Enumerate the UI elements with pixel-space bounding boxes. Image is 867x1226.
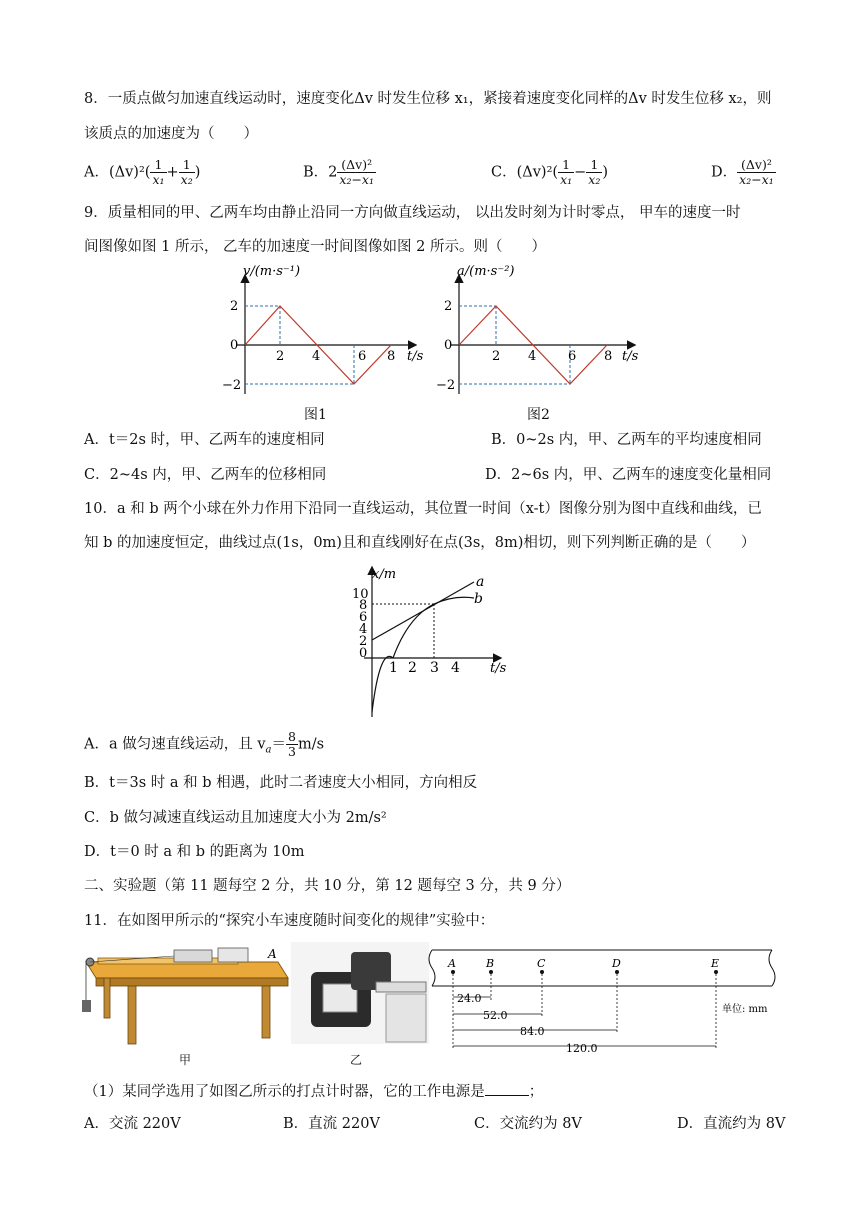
tape-point-b: B — [486, 957, 495, 970]
q9-fig1-xtick-8: 8 — [387, 349, 396, 364]
q11-point-a-label: A — [268, 947, 277, 961]
q11-figure-yi-timer — [291, 942, 429, 1044]
q9-fig2-ytick-neg2: −2 — [436, 378, 456, 393]
tape-point-e: E — [711, 957, 720, 970]
tape-unit-label: 单位: mm — [722, 1004, 768, 1015]
q11-stem-line1: 11．在如图甲所示的“探究小车速度随时间变化的规律”实验中： — [84, 913, 495, 929]
q10-ytick-6: 6 — [359, 610, 368, 625]
tape-dim-ab: 24.0 — [457, 992, 482, 1005]
q9-fig1-ylabel: v/(m·s⁻¹) — [243, 264, 301, 279]
q10-curve-b-label: b — [474, 591, 483, 607]
q9-fig1-xtick-2: 2 — [276, 349, 285, 364]
q10-graph-xlabel: t/s — [490, 661, 507, 676]
tape-dim-ac: 52.0 — [483, 1009, 508, 1022]
q9-fig2-xtick-8: 8 — [604, 349, 613, 364]
q10-line-a-label: a — [476, 574, 485, 590]
q9-fig1-ytick-0: 0 — [230, 338, 239, 353]
q10-xtick-2: 2 — [408, 660, 417, 676]
q10-option-c: C．b 做匀减速直线运动且加速度大小为 2m/s² — [84, 810, 387, 826]
q11-option-a: A．交流 220V — [84, 1116, 181, 1132]
q11-sub1-answer-blank[interactable] — [485, 1081, 529, 1096]
q10-xtick-1: 1 — [389, 660, 398, 676]
q10-option-a: A．a 做匀速直线运动，且 $v_a=$ $\frac{8}{3}$ m/s — [84, 729, 325, 759]
q10-ytick-0: 0 — [359, 646, 368, 661]
q11-option-d: D．直流约为 8V — [677, 1116, 786, 1132]
q9-fig2-ytick-0: 0 — [444, 338, 453, 353]
q10-option-b: B．t＝3s 时 a 和 b 相遇，此时二者速度大小相同，方向相反 — [84, 775, 478, 791]
q11-paper-tape — [426, 942, 782, 1060]
q11-option-c: C．交流约为 8V — [474, 1116, 582, 1132]
q11-option-b: B．直流 220V — [283, 1116, 380, 1132]
q9-fig1-xtick-6: 6 — [358, 349, 367, 364]
q10-option-d: D．t＝0 时 a 和 b 的距离为 10m — [84, 844, 305, 860]
q10-xt-graph — [350, 562, 520, 722]
q9-fig2-ytick-2: 2 — [444, 299, 453, 314]
q9-option-c: C．2~4s 内，甲、乙两车的位移相同 — [84, 467, 327, 483]
q9-figure2-caption: 图2 — [527, 407, 550, 423]
q10-ytick-10: 10 — [352, 587, 369, 602]
q8-stem-line1: 8．一质点做匀加速直线运动时，速度变化Δv 时发生位移 x₁，紧接着速度变化同样的Δv 时发生位移 x₂，则 — [84, 91, 772, 107]
q8-option-d: D． $\frac{\text{(Δv)²}}{\text{x₂−x₁}}$ — [711, 157, 774, 187]
q11-figure-jia-apparatus — [78, 942, 293, 1052]
q10-stem-line2: 知 b 的加速度恒定，曲线过点(1s，0m)且和直线刚好在点(3s，8m)相切，则下列判断正确的是（ ） — [84, 535, 756, 551]
q10-graph-ylabel: x/m — [372, 567, 397, 582]
q9-fig1-xlabel: t/s — [407, 349, 424, 364]
q9-option-d: D．2~6s 内，甲、乙两车的速度变化量相同 — [485, 467, 772, 483]
tape-point-a: A — [448, 957, 456, 970]
q9-option-a: A．t＝2s 时，甲、乙两车的速度相同 — [84, 432, 325, 448]
q8-option-b: B．2 $\frac{\text{(Δv)²}}{\text{x₂−x₁}}$ — [303, 157, 374, 187]
q9-stem-line2: 间图像如图 1 所示， 乙车的加速度一时间图像如图 2 所示。则（ ） — [84, 239, 546, 255]
q9-option-b: B．0~2s 内，甲、乙两车的平均速度相同 — [491, 432, 762, 448]
q8-stem-line2: 该质点的加速度为（ ） — [84, 126, 258, 142]
q8-option-a: A．(Δv)²( $\frac{1}{\text{x₁}}$ + $\frac{1}{\text{x₂}}$ ) — [84, 157, 201, 187]
q9-fig1-xtick-4: 4 — [312, 349, 321, 364]
q10-stem-line1: 10．a 和 b 两个小球在外力作用下沿同一直线运动，其位置一时间（x-t）图像分别为图中直线和曲线，已 — [84, 501, 762, 517]
q11-figure-jia-caption: 甲 — [179, 1053, 192, 1067]
q11-sub1: （1）某同学选用了如图乙所示的打点计时器，它的工作电源是 ； — [84, 1081, 543, 1102]
tape-point-d: D — [612, 957, 621, 970]
section-2-heading: 二、实验题（第 11 题每空 2 分，共 10 分，第 12 题每空 3 分，共 9 分） — [84, 878, 571, 894]
q9-figure1-vt-graph — [215, 262, 435, 402]
q10-ytick-4: 4 — [359, 622, 368, 637]
tape-dim-ad: 84.0 — [520, 1025, 545, 1038]
q9-fig2-xtick-2: 2 — [492, 349, 501, 364]
q10-xtick-3: 3 — [430, 660, 439, 676]
q9-figure1-caption: 图1 — [304, 407, 327, 423]
q9-fig2-xtick-6: 6 — [568, 349, 577, 364]
tape-dim-ae: 120.0 — [566, 1042, 598, 1055]
q9-fig2-ylabel: a/(m·s⁻²) — [457, 264, 515, 279]
q11-figure-yi-caption: 乙 — [350, 1053, 363, 1067]
q8-option-c: C．(Δv)²( $\frac{1}{\text{x₁}}$ − $\frac{1}{\text{x₂}}$ ) — [491, 157, 609, 187]
q9-figure2-at-graph — [429, 262, 649, 402]
q9-stem-line1: 9．质量相同的甲、乙两车均由静止沿同一方向做直线运动， 以出发时刻为计时零点， 甲车的速度一时 — [84, 205, 741, 221]
q10-ytick-8: 8 — [359, 598, 368, 613]
q10-ytick-2: 2 — [359, 634, 368, 649]
q9-fig2-xlabel: t/s — [622, 349, 639, 364]
q9-fig2-xtick-4: 4 — [528, 349, 537, 364]
q9-fig1-ytick-neg2: −2 — [222, 378, 242, 393]
q10-xtick-4: 4 — [451, 660, 460, 676]
tape-point-c: C — [537, 957, 546, 970]
q9-fig1-ytick-2: 2 — [230, 299, 239, 314]
